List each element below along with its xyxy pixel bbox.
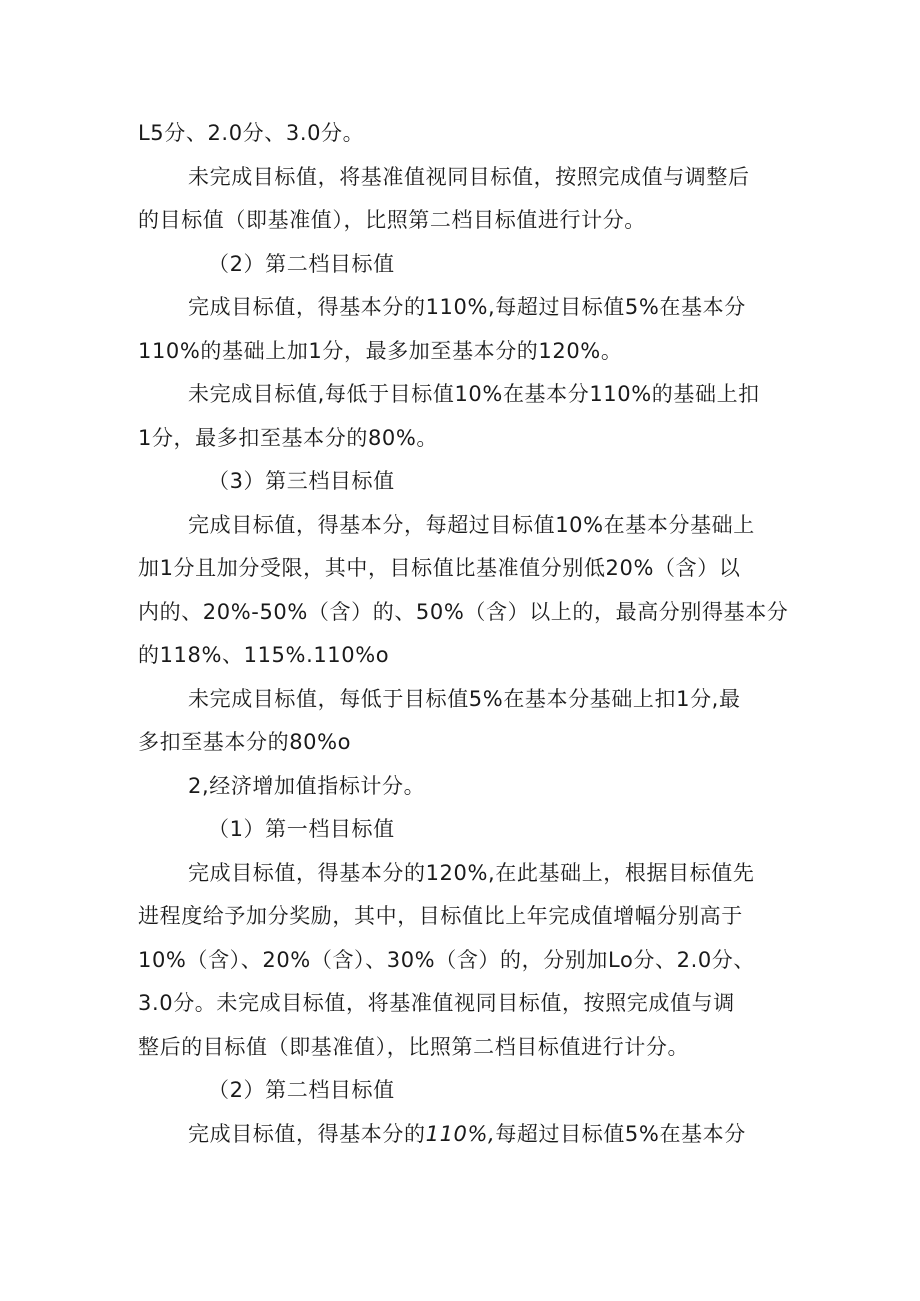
text-line: 完成目标值，得基本分，每超过目标值10%在基本分基础上 [188, 513, 755, 537]
italic-percentage: 110%, [425, 1122, 496, 1146]
section-heading: 2,经济增加值指标计分。 [188, 774, 426, 798]
section-heading: （2）第二档目标值 [208, 252, 395, 276]
text-line: 加1分且加分受限，其中，目标值比基准值分别低20%（含）以 [138, 556, 741, 580]
text-line: 1分，最多扣至基本分的80%。 [138, 426, 439, 450]
text-line: 3.0分。未完成目标值，将基准值视同目标值，按照完成值与调 [138, 991, 735, 1015]
text-segment: 每超过目标值5%在基本分 [495, 1122, 746, 1146]
text-line: 整后的目标值（即基准值），比照第二档目标值进行计分。 [138, 1035, 690, 1059]
text-line: 多扣至基本分的80%o [138, 730, 352, 754]
section-heading: （1）第一档目标值 [208, 817, 395, 841]
section-heading: （2）第二档目标值 [208, 1078, 395, 1102]
text-line: 的118%、115%.110%o [138, 643, 390, 667]
text-line: 完成目标值，得基本分的120%,在此基础上，根据目标值先 [188, 861, 755, 885]
text-segment: 完成目标值，得基本分的 [188, 1122, 426, 1146]
text-line: 完成目标值，得基本分的110%,每超过目标值5%在基本分 [188, 295, 746, 319]
text-line: 未完成目标值,每低于目标值10%在基本分110%的基础上扣 [188, 382, 760, 406]
text-line: L5分、2.0分、3.0分。 [138, 121, 365, 145]
text-line: 进程度给予加分奖励，其中，目标值比上年完成值增幅分别高于 [138, 904, 743, 928]
text-line: 110%的基础上加1分，最多加至基本分的120%。 [138, 339, 623, 363]
text-line: 未完成目标值，将基准值视同目标值，按照完成值与调整后 [188, 165, 750, 189]
text-line: 10%（含）、20%（含）、30%（含）的，分别加Lo分、2.0分、 [138, 948, 756, 972]
text-line: 未完成目标值，每低于目标值5%在基本分基础上扣1分,最 [188, 687, 741, 711]
text-line: 的目标值（即基准值），比照第二档目标值进行计分。 [138, 208, 646, 232]
text-line: 内的、20%-50%（含）的、50%（含）以上的，最高分别得基本分 [138, 600, 789, 624]
section-heading: （3）第三档目标值 [208, 469, 395, 493]
text-line [188, 1119, 746, 1149]
